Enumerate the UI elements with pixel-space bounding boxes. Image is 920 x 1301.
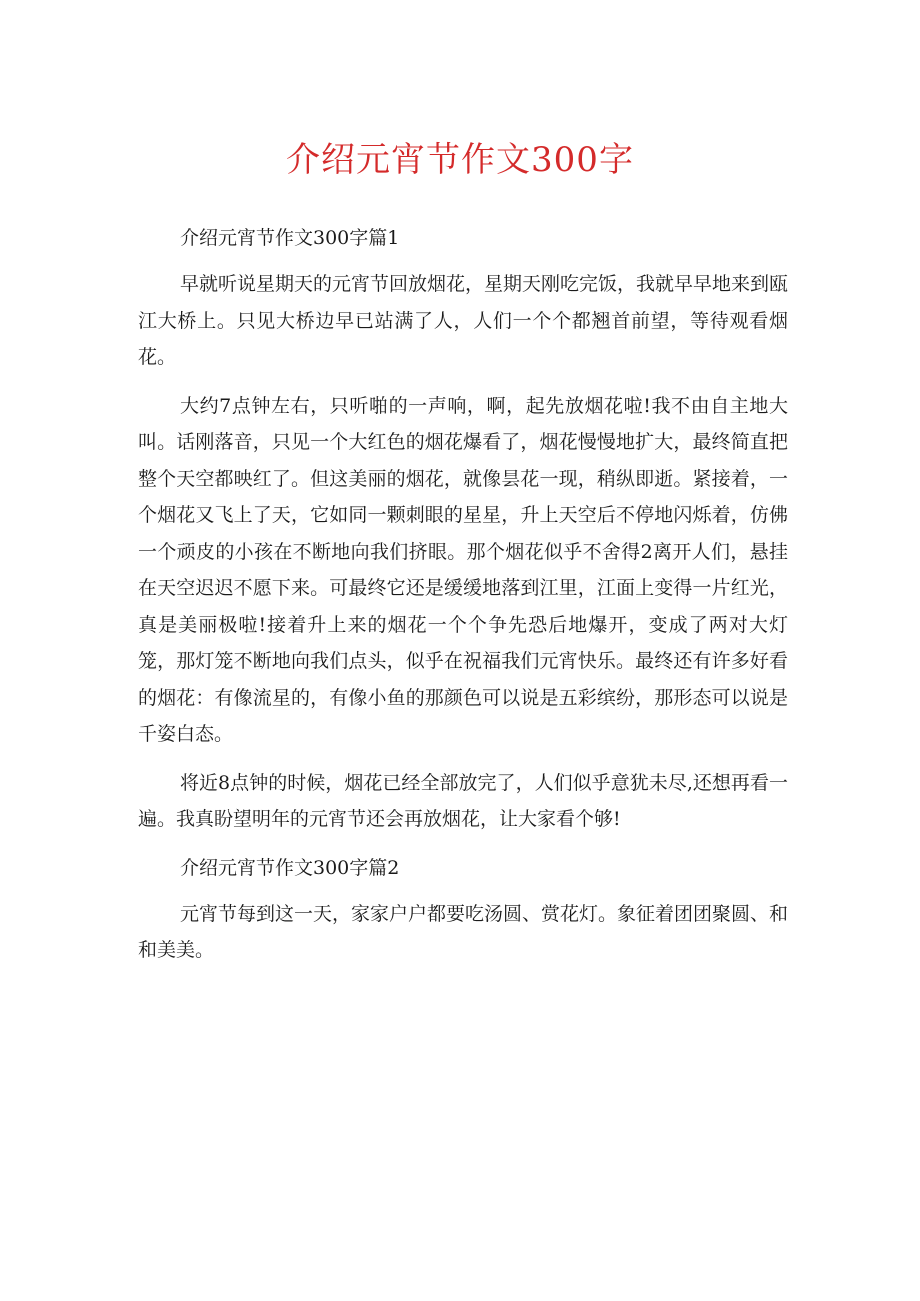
article-body: [138, 220, 788, 981]
section-1: [138, 220, 788, 838]
section-heading: 介绍元宵节作文300字篇2: [180, 856, 400, 879]
section-heading: 介绍元宵节作文300字篇1: [180, 227, 400, 249]
paragraph: 早就听说星期天的元宵节回放烟花，星期天刚吃完饭，我就早早地来到瓯江大桥上。只见大桥边早已站满了人，人们一个个都翘首前望，等待观看烟花。: [138, 273, 789, 368]
page-title: 介绍元宵节作文300字: [286, 140, 634, 180]
paragraph: 大约7点钟左右，只听啪的一声响，啊，起先放烟花啦!我不由自主地大叫。话刚落音，只见一个大红色的烟花爆看了，烟花慢慢地扩大，最终简直把整个天空都映红了。但这美丽的烟花，就像昙花一现，稍纵即逝。紧接着，一个烟花又飞上了天，它如同一颗刺眼的星星，升上天空后不停地闪烁着，仿佛一个顽皮的小孩在不断地向我们挤眼。那个烟花似乎不舍得2离开人们，悬挂在天空迟迟不愿下来。可最终它还是缓缓地落到江里，江面上变得一片红光，真是美丽极啦!接着升上来的烟花一个个争先恐后地爆开，变成了两对大灯笼，那灯笼不断地向我们点头，似乎在祝福我们元宵快乐。最终还有许多好看的烟花：有像流星的，有像小鱼的那颜色可以说是五彩缤纷，那形态可以说是千姿白态。: [138, 394, 788, 745]
paragraph: 将近8点钟的时候，烟花已经全部放完了，人们似乎意犹未尽,还想再看一遍。我真盼望明年的元宵节还会再放烟花，让大家看个够!: [138, 771, 788, 830]
section-2: [138, 850, 788, 969]
paragraph: 元宵节每到这一天，家家户户都要吃汤圆、赏花灯。象征着团团聚圆、和和美美。: [138, 902, 789, 961]
